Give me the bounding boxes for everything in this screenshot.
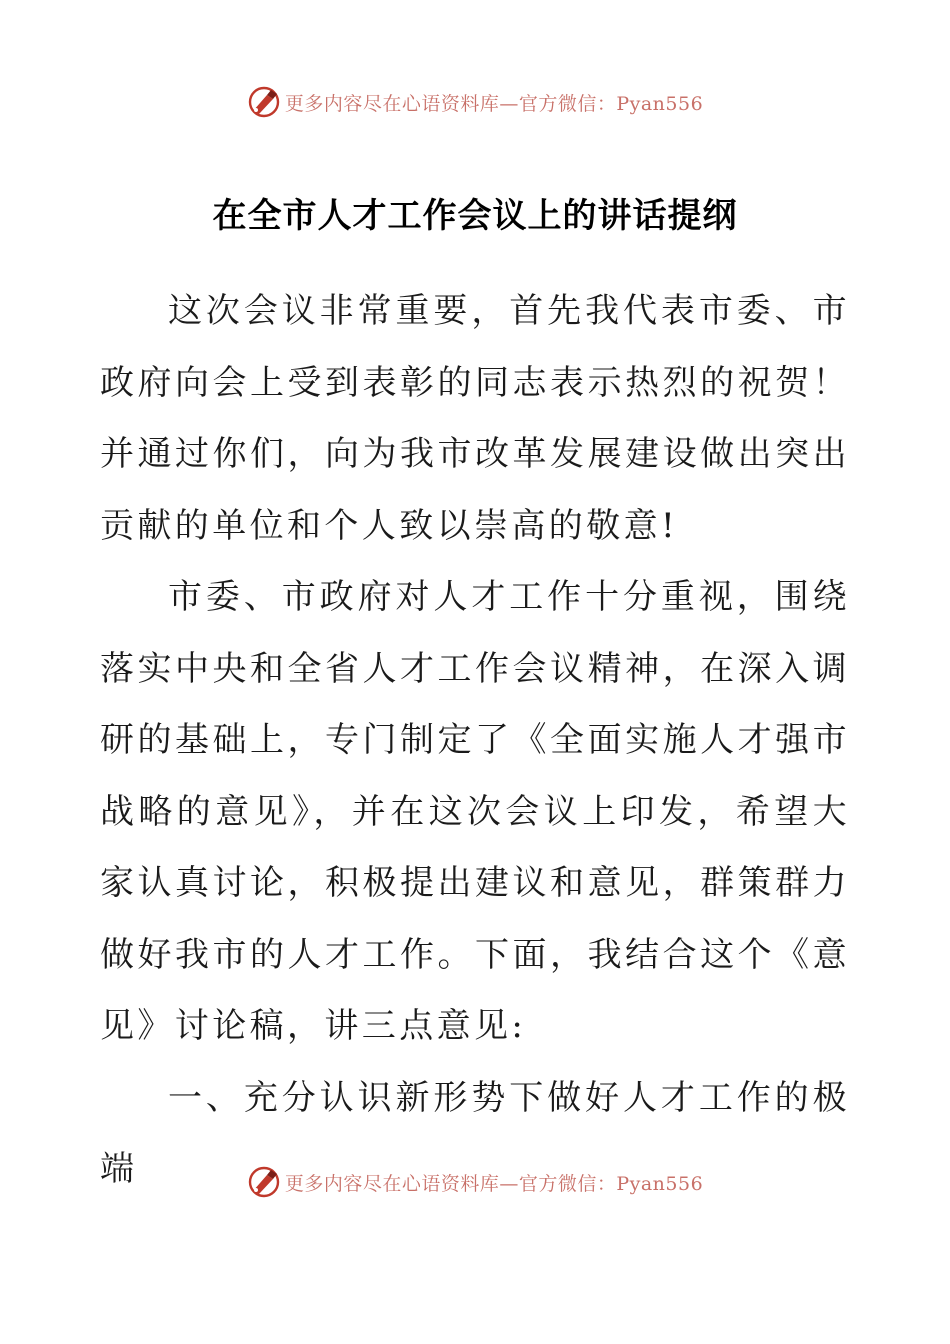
header-watermark-banner <box>0 82 950 122</box>
pen-nib-logo-icon <box>247 1165 281 1199</box>
header-banner-text: 更多内容尽在心语资料库—官方微信：Pyan556 <box>284 92 704 115</box>
paragraph-3: 一、充分认识新形势下做好人才工作的极端 <box>100 1077 850 1189</box>
pen-nib-logo-icon <box>247 85 281 119</box>
paragraph-2: 市委、市政府对人才工作十分重视，围绕落实中央和全省人才工作会议精神，在深入调研的基础上，专门制定了《全面实施人才强市战略的意见》，并在这次会议上印发，希望大家认真讨论，积极提出建议和意见，群策群力做好我市的人才工作。下面，我结合这个《意见》讨论稿，讲三点意见: <box>100 577 850 1046</box>
paragraph-1: 这次会议非常重要，首先我代表市委、市政府向会上受到表彰的同志表示热烈的祝贺！并通过你们，向为我市改革发展建设做出突出贡献的单位和个人致以崇高的敬意! <box>100 291 850 546</box>
document-title: 在全市人才工作会议上的讲话提纲 <box>212 196 738 236</box>
footer-banner-text: 更多内容尽在心语资料库—官方微信：Pyan556 <box>284 1172 704 1195</box>
document-body <box>100 276 850 1206</box>
footer-watermark-banner <box>0 1162 950 1202</box>
